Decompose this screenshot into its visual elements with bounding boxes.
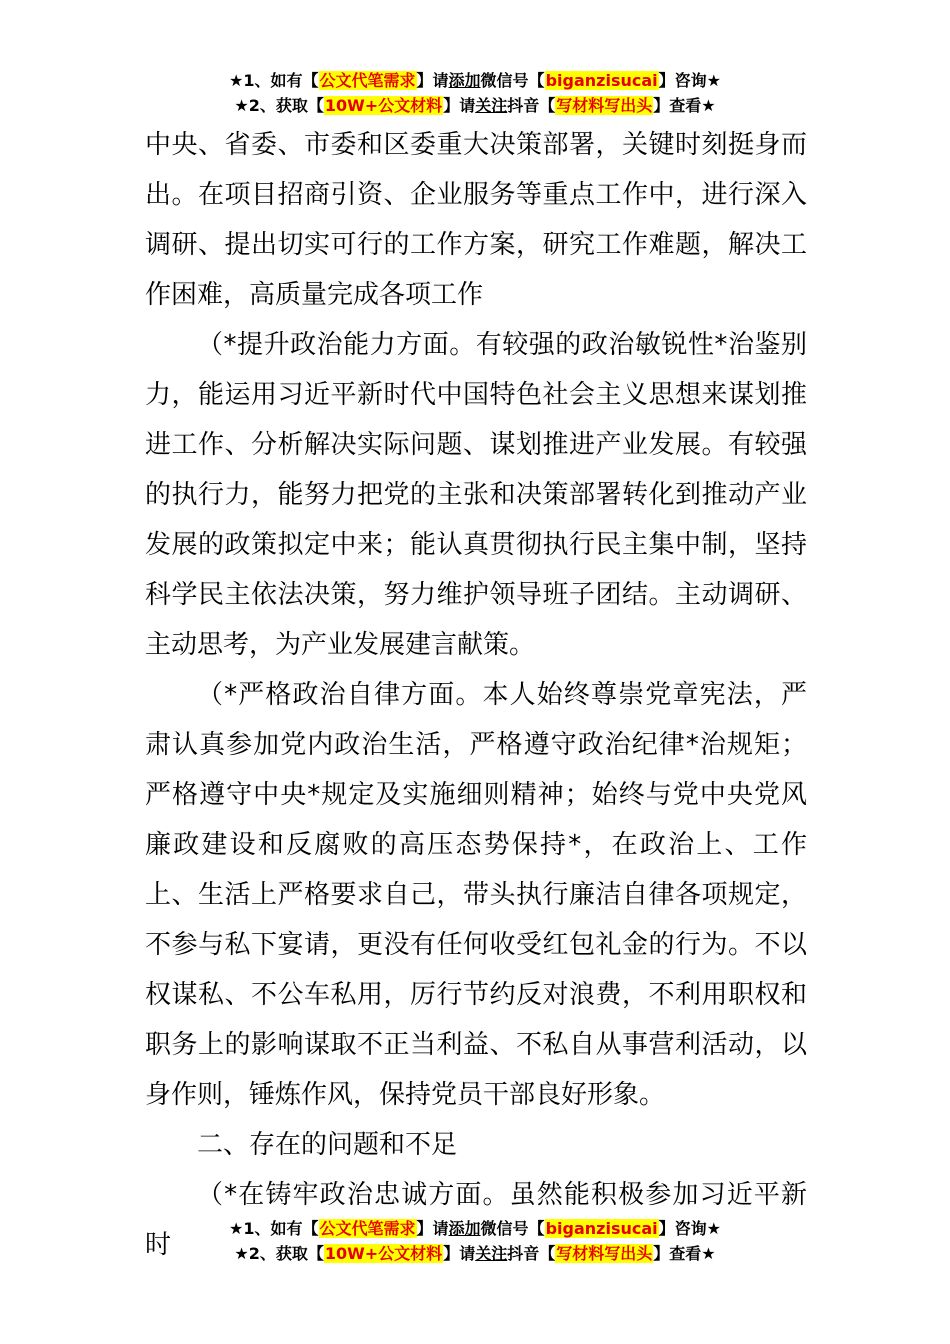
banner-underlined: 添加 xyxy=(448,71,481,90)
banner-line-2 xyxy=(0,1241,950,1266)
banner-text: 】查看★ xyxy=(653,96,716,115)
highlight-douyin: 写材料写出头 xyxy=(556,1244,653,1263)
banner-text: 微信号【 xyxy=(480,1219,545,1238)
highlight-douyin: 写材料写出头 xyxy=(556,96,653,115)
banner-underlined: 关注 xyxy=(475,1244,508,1263)
paragraph-continuation: 中央、省委、市委和区委重大决策部署，关键时刻挺身而出。在项目招商引资、企业服务等重点工作中，进行深入调研、提出切实可行的工作方案，研究工作难题，解决工作困难，高质量完成各项工作 xyxy=(145,130,807,310)
footer-banner xyxy=(0,1216,950,1266)
banner-underlined: 关注 xyxy=(475,96,508,115)
banner-underlined: 添加 xyxy=(448,1219,481,1238)
highlight-wechat-id: biganzisucai xyxy=(545,71,658,90)
banner-text: ★1、如有【 xyxy=(229,1219,319,1238)
banner-line-1 xyxy=(0,68,950,93)
paragraph-political-discipline: （*严格政治自律方面。本人始终尊崇党章宪法，严肃认真参加党内政治生活，严格遵守政治纪律*治规矩；严格遵守中央*规定及实施细则精神；始终与党中央党风廉政建设和反腐败的高压态势保持*，在政治上、工作上、生活上严格要求自己，带头执行廉洁自律各项规定，不参与私下宴请，更没有任何收受红包礼金的行为。不以权谋私、不公车私用，厉行节约反对浪费，不利用职权和职务上的影响谋取不正当利益、不私自从事营利活动，以身作则，锤炼作风，保持党员干部良好形象。 xyxy=(145,680,807,1110)
highlight-materials: 10W+公文材料 xyxy=(324,1244,443,1263)
paragraph-political-loyalty: （*在铸牢政治忠诚方面。虽然能积极参加习近平新时 xyxy=(145,1180,807,1260)
highlight-service: 公文代笔需求 xyxy=(319,71,416,90)
paragraph-political-ability: （*提升政治能力方面。有较强的政治敏锐性*治鉴别力，能运用习近平新时代中国特色社会主义思想来谋划推进工作、分析解决实际问题、谋划推进产业发展。有较强的执行力，能努力把党的主张和决策部署转化到推动产业发展的政策拟定中来；能认真贯彻执行民主集中制，坚持科学民主依法决策，努力维护领导班子团结。主动调研、主动思考，为产业发展建言献策。 xyxy=(145,330,807,660)
banner-text: 】请 xyxy=(443,1244,476,1263)
banner-text: ★2、获取【 xyxy=(234,96,324,115)
highlight-materials: 10W+公文材料 xyxy=(324,96,443,115)
highlight-service: 公文代笔需求 xyxy=(319,1219,416,1238)
banner-text: 】咨询★ xyxy=(658,1219,721,1238)
banner-text: 】请 xyxy=(416,1219,449,1238)
banner-text: 】查看★ xyxy=(653,1244,716,1263)
header-banner xyxy=(0,68,950,118)
banner-text: 】咨询★ xyxy=(658,71,721,90)
banner-text: 】请 xyxy=(443,96,476,115)
banner-line-1 xyxy=(0,1216,950,1241)
document-body xyxy=(145,120,807,1270)
highlight-wechat-id: biganzisucai xyxy=(545,1219,658,1238)
banner-text: 抖音【 xyxy=(507,1244,556,1263)
banner-text: ★1、如有【 xyxy=(229,71,319,90)
banner-text: 抖音【 xyxy=(507,96,556,115)
banner-text: 】请 xyxy=(416,71,449,90)
banner-line-2 xyxy=(0,93,950,118)
section-heading: 二、存在的问题和不足 xyxy=(197,1130,458,1160)
banner-text: ★2、获取【 xyxy=(234,1244,324,1263)
banner-text: 微信号【 xyxy=(480,71,545,90)
